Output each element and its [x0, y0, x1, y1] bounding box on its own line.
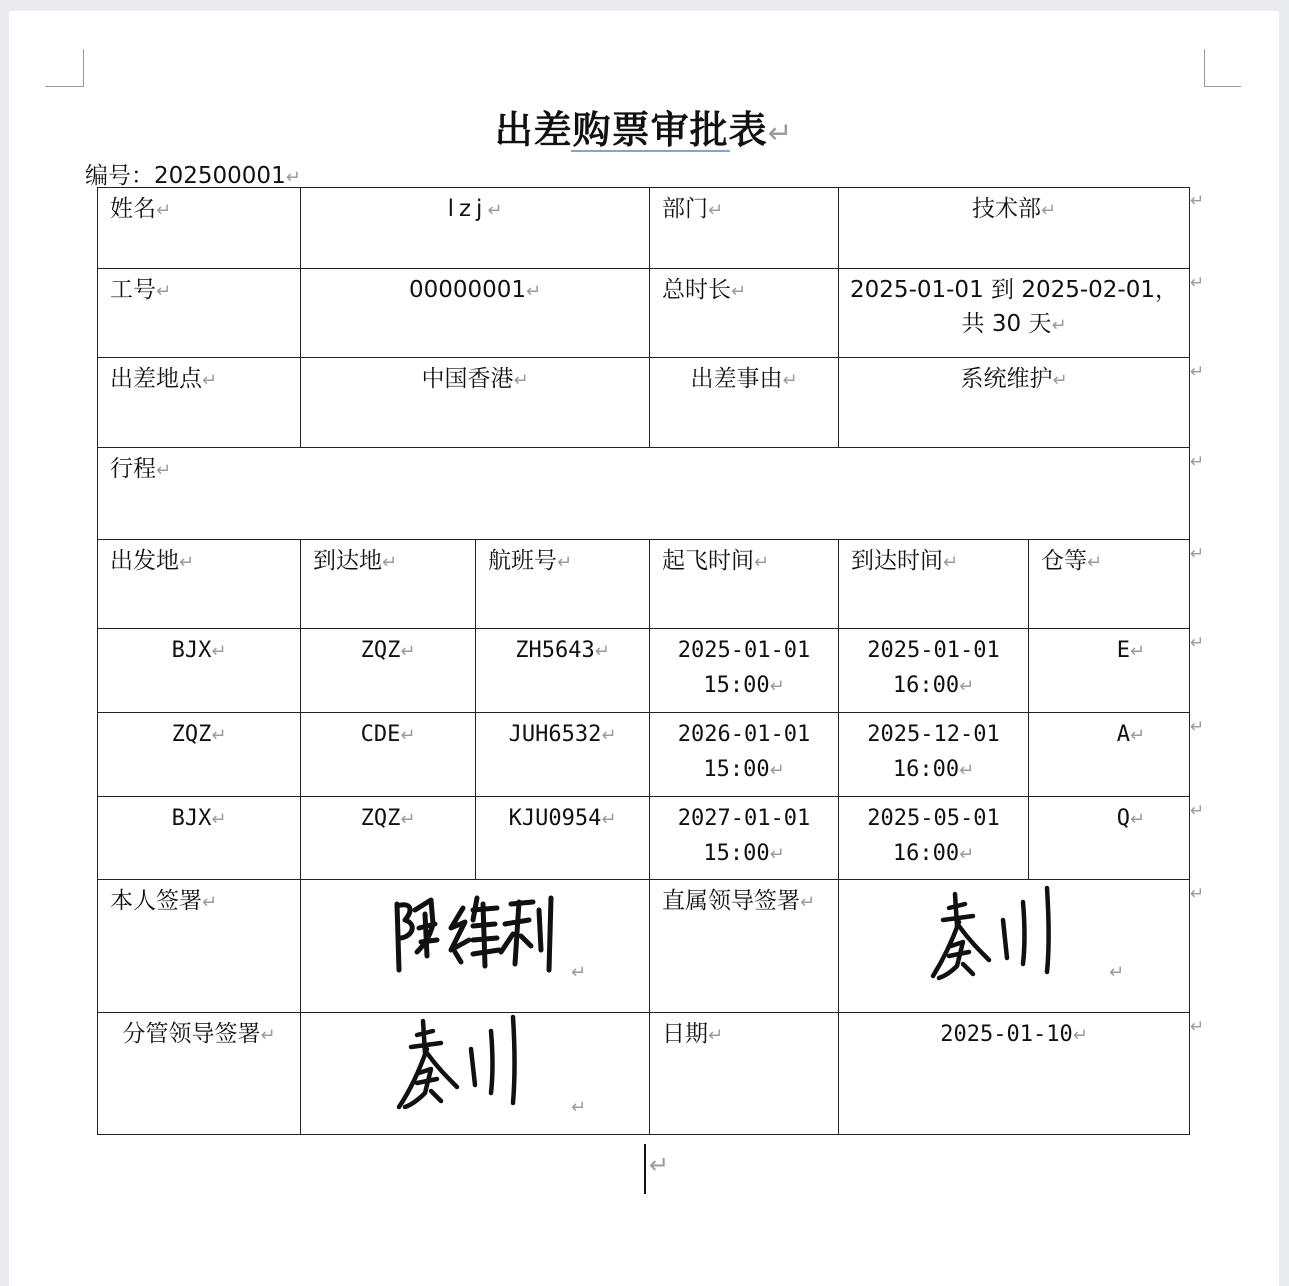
from-cell[interactable]: BJX↵ — [98, 797, 301, 880]
dept-label-cell[interactable]: 部门↵ — [650, 188, 839, 269]
document-page — [9, 11, 1279, 1286]
row-end-mark-icon: ↵ — [1190, 884, 1205, 904]
departure-time-cell[interactable]: 2026-01-01 15:00↵ — [650, 713, 839, 797]
departure-time-cell[interactable]: 2025-01-01 15:00↵ — [650, 629, 839, 713]
flight-row — [98, 797, 1190, 880]
serial-label: 编号： — [85, 163, 154, 189]
header-class-cell[interactable]: 仓等↵ — [1029, 540, 1190, 629]
paragraph-mark-icon: ↵ — [767, 115, 794, 150]
flight-row — [98, 629, 1190, 713]
paragraph-mark-icon: ↵ — [571, 1097, 587, 1118]
class-cell[interactable]: A↵ — [1029, 713, 1190, 797]
self-signature-cell[interactable] — [301, 880, 650, 1013]
header-arrival-cell[interactable]: 到达时间↵ — [839, 540, 1029, 629]
arrival-time-cell[interactable]: 2025-12-01 16:00↵ — [839, 713, 1029, 797]
row-end-mark-icon: ↵ — [1190, 362, 1205, 382]
class-cell[interactable]: Q↵ — [1029, 797, 1190, 880]
date-value-cell[interactable]: 2025-01-10↵ — [839, 1013, 1190, 1135]
header-departure-cell[interactable]: 起飞时间↵ — [650, 540, 839, 629]
paragraph-mark-icon: ↵ — [1109, 962, 1125, 983]
table-row — [98, 269, 1190, 358]
reason-value-cell[interactable]: 系统维护↵ — [839, 358, 1190, 448]
row-end-mark-icon: ↵ — [1190, 801, 1205, 821]
class-cell[interactable]: E↵ — [1029, 629, 1190, 713]
emp-no-label-cell[interactable]: 工号↵ — [98, 269, 301, 358]
margin-corner-top-right — [1204, 49, 1241, 87]
self-signature-image — [301, 880, 650, 1011]
location-value-cell[interactable]: 中国香港↵ — [301, 358, 650, 448]
name-label-cell[interactable]: 姓名↵ — [98, 188, 301, 269]
document-title[interactable]: 出差购票审批表↵ — [494, 108, 794, 152]
date-label-cell[interactable]: 日期↵ — [650, 1013, 839, 1135]
flight-number-cell[interactable]: ZH5643↵ — [476, 629, 650, 713]
paragraph-mark-icon: ↵ — [571, 962, 587, 983]
manager-sign-label-cell[interactable]: 分管领导签署↵ — [98, 1013, 301, 1135]
serial-value: 202500001 — [154, 163, 286, 189]
row-end-mark-icon: ↵ — [1190, 717, 1205, 737]
row-end-mark-icon: ↵ — [1190, 273, 1205, 293]
location-label-cell[interactable]: 出差地点↵ — [98, 358, 301, 448]
row-end-mark-icon: ↵ — [1190, 191, 1205, 211]
to-cell[interactable]: ZQZ↵ — [301, 797, 476, 880]
approval-table — [97, 187, 1190, 1135]
margin-corner-top-left — [45, 49, 84, 87]
manager-signature-image — [301, 1013, 650, 1133]
emp-no-value-cell[interactable]: 00000001↵ — [301, 269, 650, 358]
flight-row — [98, 713, 1190, 797]
arrival-time-cell[interactable]: 2025-05-01 16:00↵ — [839, 797, 1029, 880]
row-end-mark-icon: ↵ — [1190, 633, 1205, 653]
table-row — [98, 448, 1190, 540]
reason-label-cell[interactable]: 出差事由↵ — [650, 358, 839, 448]
signature-row — [98, 1013, 1190, 1135]
itinerary-label-cell[interactable]: 行程↵ — [98, 448, 1190, 540]
header-flight-cell[interactable]: 航班号↵ — [476, 540, 650, 629]
supervisor-signature-image — [839, 880, 1188, 1011]
header-to-cell[interactable]: 到达地↵ — [301, 540, 476, 629]
row-end-mark-icon: ↵ — [1190, 452, 1205, 472]
table-row — [98, 188, 1190, 269]
paragraph-mark-icon: ↵ — [285, 167, 301, 188]
table-row — [98, 358, 1190, 448]
row-end-mark-icon: ↵ — [1190, 544, 1205, 564]
to-cell[interactable]: ZQZ↵ — [301, 629, 476, 713]
name-value-cell[interactable]: lzj↵ — [301, 188, 650, 269]
departure-time-cell[interactable]: 2027-01-01 15:00↵ — [650, 797, 839, 880]
dept-value-cell[interactable]: 技术部↵ — [839, 188, 1190, 269]
arrival-time-cell[interactable]: 2025-01-01 16:00↵ — [839, 629, 1029, 713]
from-cell[interactable]: BJX↵ — [98, 629, 301, 713]
to-cell[interactable]: CDE↵ — [301, 713, 476, 797]
header-from-cell[interactable]: 出发地↵ — [98, 540, 301, 629]
serial-number[interactable] — [85, 157, 301, 190]
flight-header-row — [98, 540, 1190, 629]
signature-row — [98, 880, 1190, 1013]
duration-label-cell[interactable]: 总时长↵ — [650, 269, 839, 358]
self-sign-label-cell[interactable]: 本人签署↵ — [98, 880, 301, 1013]
supervisor-signature-cell[interactable] — [839, 880, 1190, 1013]
from-cell[interactable]: ZQZ↵ — [98, 713, 301, 797]
supervisor-sign-label-cell[interactable]: 直属领导签署↵ — [650, 880, 839, 1013]
row-end-mark-icon: ↵ — [1190, 1017, 1205, 1037]
flight-number-cell[interactable]: JUH6532↵ — [476, 713, 650, 797]
manager-signature-cell[interactable] — [301, 1013, 650, 1135]
duration-value-cell[interactable]: 2025-01-01 到 2025-02-01， 共 30 天↵ — [839, 269, 1190, 358]
paragraph-mark-icon[interactable]: ↵ — [649, 1151, 670, 1179]
text-cursor — [644, 1144, 646, 1194]
flight-number-cell[interactable]: KJU0954↵ — [476, 797, 650, 880]
